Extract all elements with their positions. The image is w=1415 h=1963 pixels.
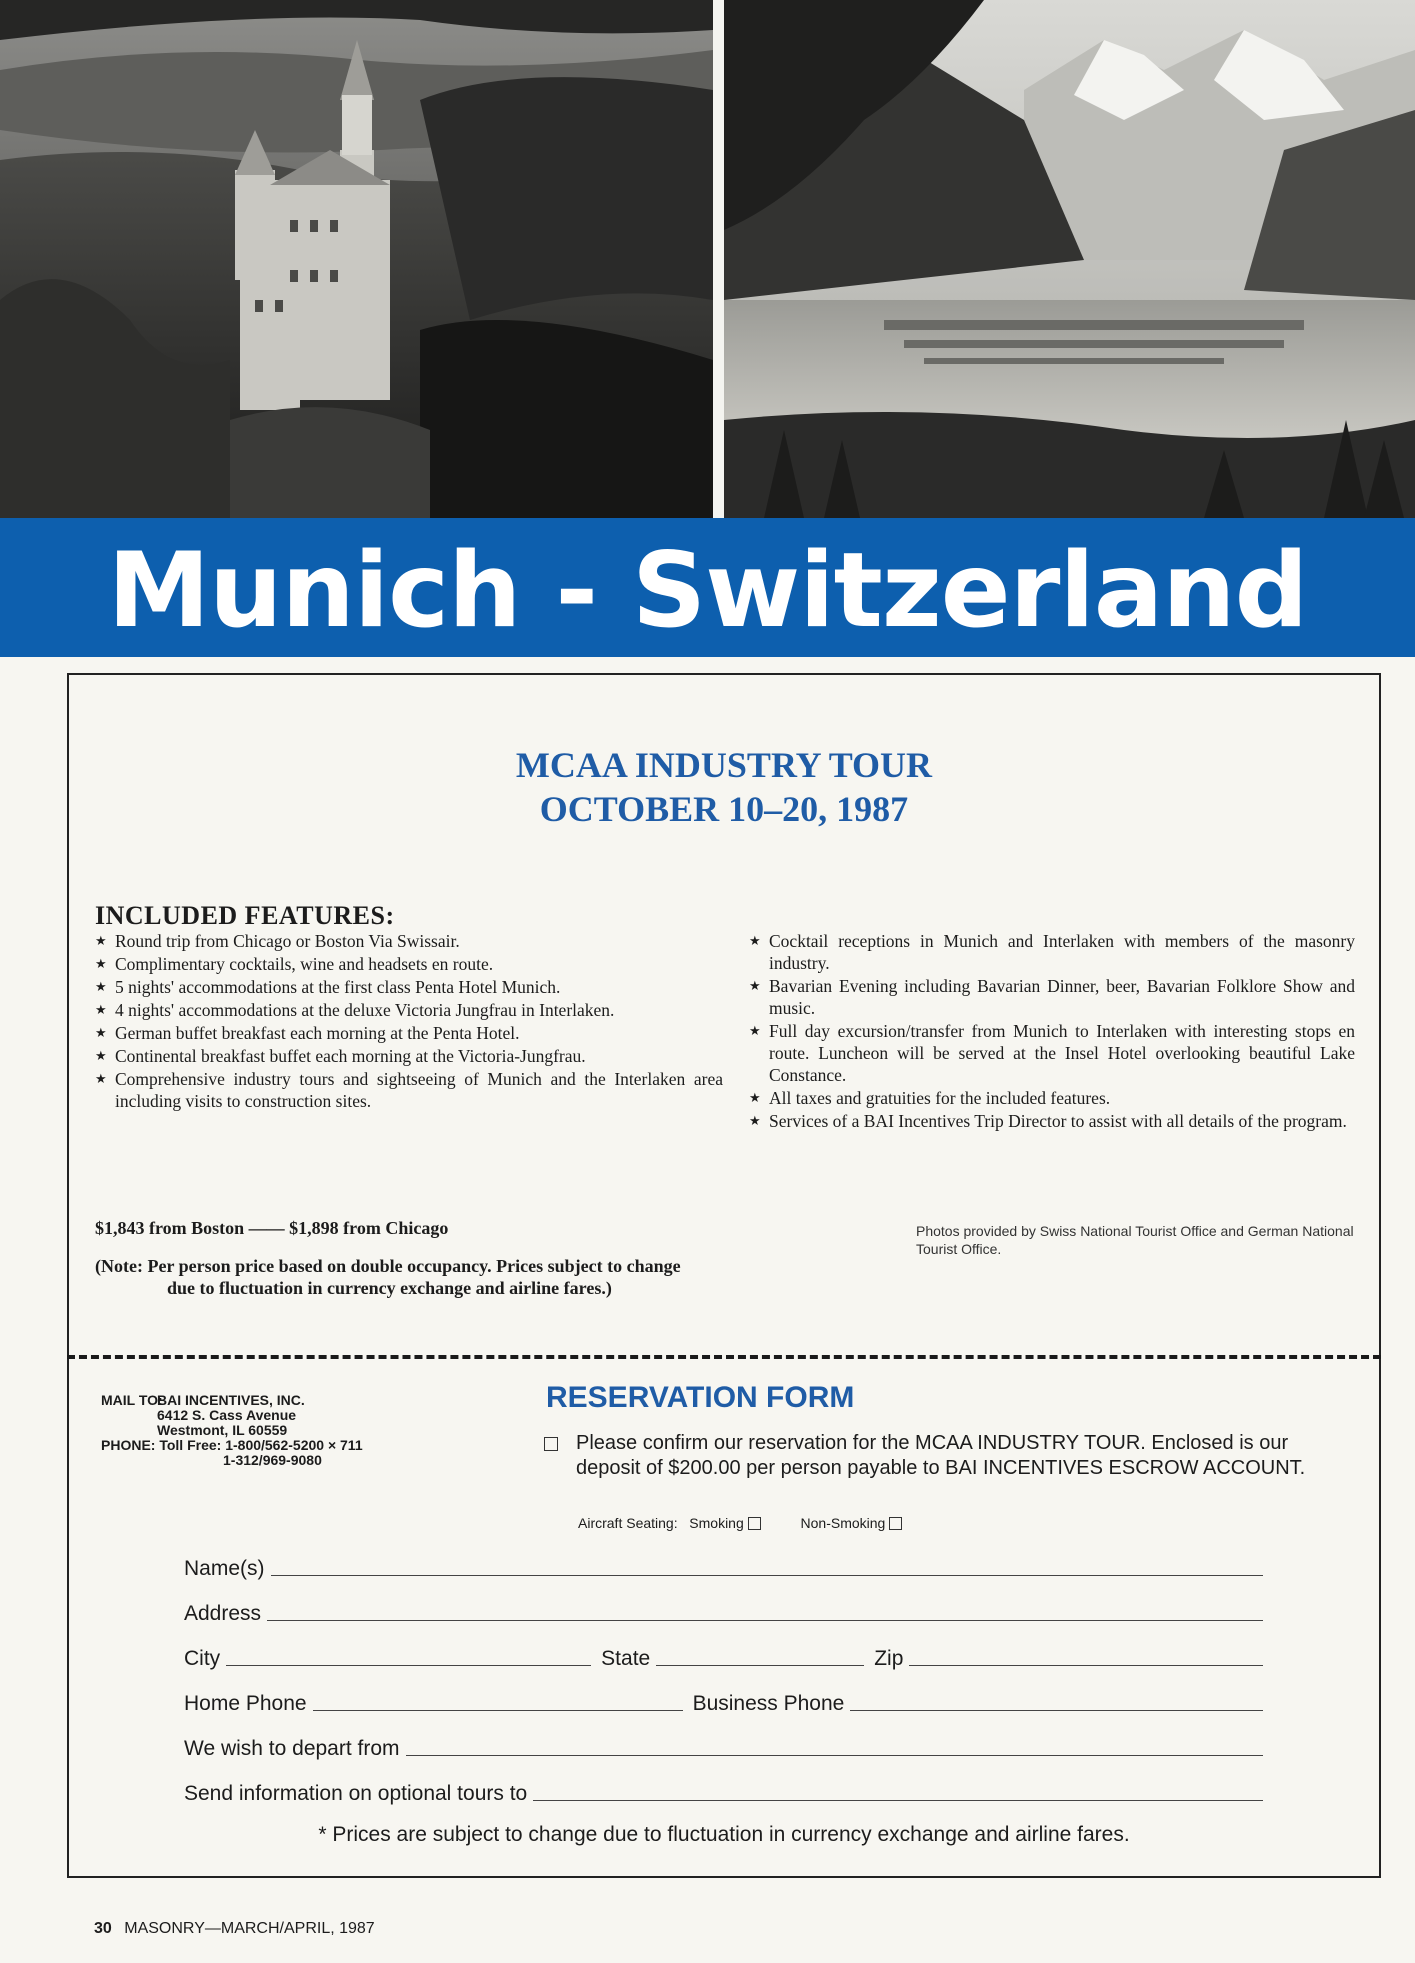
names-row [184, 1551, 1263, 1581]
city-label: City [184, 1647, 221, 1670]
feature-item [95, 1068, 723, 1112]
cut-line [67, 1355, 1381, 1359]
feature-item [95, 953, 723, 975]
feature-text: 4 nights' accommodations at the deluxe Victoria Jungfrau in Interlaken. [115, 1000, 615, 1020]
features-list-left [95, 930, 723, 1113]
star-bullet-icon: ★ [95, 979, 107, 994]
phone-local: 1-312/969-9080 [223, 1452, 322, 1468]
company-name: BAI INCENTIVES, INC. [157, 1392, 305, 1408]
feature-item [95, 1022, 723, 1044]
city-field[interactable] [226, 1665, 591, 1666]
castle-photo-image [0, 0, 713, 518]
feature-text: German buffet breakfast each morning at the Penta Hotel. [115, 1023, 520, 1043]
page-footer [94, 1920, 375, 1938]
non-smoking-label: Non-Smoking [800, 1515, 886, 1531]
non-smoking-checkbox[interactable] [889, 1517, 902, 1530]
feature-item [749, 930, 1355, 974]
price-note [95, 1255, 895, 1299]
optional-tours-row [184, 1776, 1263, 1806]
address-label: Address [184, 1602, 262, 1625]
feature-text: Services of a BAI Incentives Trip Director to assist with all details of the program. [769, 1111, 1347, 1131]
zip-label: Zip [874, 1647, 904, 1670]
business-phone-field[interactable] [850, 1710, 1263, 1711]
feature-item [749, 1087, 1355, 1109]
home-phone-label: Home Phone [184, 1692, 307, 1715]
aircraft-seating [578, 1515, 902, 1531]
address-field[interactable] [267, 1620, 1263, 1621]
feature-text: Continental breakfast buffet each morning at the Victoria-Jungfrau. [115, 1046, 586, 1066]
feature-item [95, 930, 723, 952]
state-field[interactable] [656, 1665, 864, 1666]
home-phone-field[interactable] [313, 1710, 683, 1711]
names-field[interactable] [271, 1575, 1263, 1576]
feature-text: Comprehensive industry tours and sightseeing of Munich and the Interlaken area including visits to construction sites. [115, 1069, 723, 1111]
tour-box [67, 673, 1381, 1878]
depart-label: We wish to depart from [184, 1737, 400, 1760]
star-bullet-icon: ★ [749, 978, 761, 993]
features-heading: INCLUDED FEATURES: [95, 901, 395, 930]
feature-text: Full day excursion/transfer from Munich to Interlaken with interesting stops en route. Luncheon will be served at the Insel Hotel overlooking beautiful Lake Constance. [769, 1021, 1355, 1085]
feature-text: All taxes and gratuities for the included features. [769, 1088, 1111, 1108]
seating-label: Aircraft Seating: [578, 1515, 678, 1531]
feature-text: 5 nights' accommodations at the first class Penta Hotel Munich. [115, 977, 561, 997]
page-number: 30 [94, 1920, 112, 1937]
smoking-checkbox[interactable] [748, 1517, 761, 1530]
depart-row [184, 1731, 1263, 1761]
mail-to-label: MAIL TO: [101, 1392, 163, 1408]
street-address: 6412 S. Cass Avenue [157, 1407, 297, 1423]
feature-item [95, 1045, 723, 1067]
star-bullet-icon: ★ [749, 933, 761, 948]
star-bullet-icon: ★ [749, 1023, 761, 1038]
tour-heading-dates: OCTOBER 10–20, 1987 [539, 789, 909, 829]
star-bullet-icon: ★ [749, 1090, 761, 1105]
valley-photo [724, 0, 1415, 518]
photo-divider [713, 0, 724, 518]
star-bullet-icon: ★ [95, 1048, 107, 1063]
feature-text: Complimentary cocktails, wine and headsets en route. [115, 954, 494, 974]
feature-item [95, 976, 723, 998]
depart-field[interactable] [406, 1755, 1263, 1756]
features-list-right [749, 930, 1355, 1133]
names-label: Name(s) [184, 1557, 265, 1580]
feature-item [749, 1110, 1355, 1132]
feature-text: Cocktail receptions in Munich and Interlaken with members of the masonry industry. [769, 931, 1355, 973]
photo-credit: Photos provided by Swiss National Tourist Office and German National Tourist Office. [916, 1223, 1354, 1257]
star-bullet-icon: ★ [95, 1002, 107, 1017]
confirm-checkbox[interactable] [544, 1437, 558, 1451]
smoking-label: Smoking [689, 1515, 744, 1531]
business-phone-label: Business Phone [692, 1692, 845, 1715]
castle-photo [0, 0, 713, 518]
feature-item [749, 1020, 1355, 1086]
publication-info: MASONRY—MARCH/APRIL, 1987 [124, 1920, 375, 1937]
star-bullet-icon: ★ [95, 956, 107, 971]
phone-row [184, 1686, 1263, 1716]
star-bullet-icon: ★ [749, 1113, 761, 1128]
price-disclaimer: * Prices are subject to change due to fluctuation in currency exchange and airline fares. [318, 1823, 1130, 1846]
zip-field[interactable] [909, 1665, 1263, 1666]
price-note-line2: due to fluctuation in currency exchange and airline fares.) [167, 1278, 612, 1298]
city-state-zip-row [184, 1641, 1263, 1671]
feature-item [95, 999, 723, 1021]
mail-to-address [101, 1393, 363, 1468]
tour-heading-line1: MCAA INDUSTRY TOUR [515, 745, 933, 785]
optional-tours-field[interactable] [533, 1800, 1263, 1801]
price-note-line1: (Note: Per person price based on double occupancy. Prices subject to change [95, 1256, 681, 1276]
tour-heading [69, 743, 1379, 831]
address-row [184, 1596, 1263, 1626]
title-band [0, 518, 1415, 657]
star-bullet-icon: ★ [95, 933, 107, 948]
feature-item [749, 975, 1355, 1019]
phone-label: PHONE: Toll Free: [101, 1437, 222, 1453]
feature-text: Bavarian Evening including Bavarian Dinner, beer, Bavarian Folklore Show and music. [769, 976, 1355, 1018]
reservation-form-title: RESERVATION FORM [546, 1381, 855, 1414]
phone-tollfree: 1-800/562-5200 × 711 [225, 1437, 363, 1453]
star-bullet-icon: ★ [95, 1025, 107, 1040]
state-label: State [601, 1647, 651, 1670]
star-bullet-icon: ★ [95, 1071, 107, 1086]
optional-tours-label: Send information on optional tours to [184, 1782, 528, 1805]
valley-photo-image [724, 0, 1415, 518]
confirm-text: Please confirm our reservation for the MCAA INDUSTRY TOUR. Enclosed is our deposit of $200.00 per person payable to BAI INCENTIVES ESCROW ACCOUNT. [576, 1432, 1306, 1479]
page-title: Munich - Switzerland [107, 531, 1308, 651]
price-line: $1,843 from Boston —— $1,898 from Chicago [95, 1218, 449, 1238]
city-address: Westmont, IL 60559 [157, 1422, 288, 1438]
confirm-reservation [544, 1431, 1344, 1481]
feature-text: Round trip from Chicago or Boston Via Swissair. [115, 931, 460, 951]
